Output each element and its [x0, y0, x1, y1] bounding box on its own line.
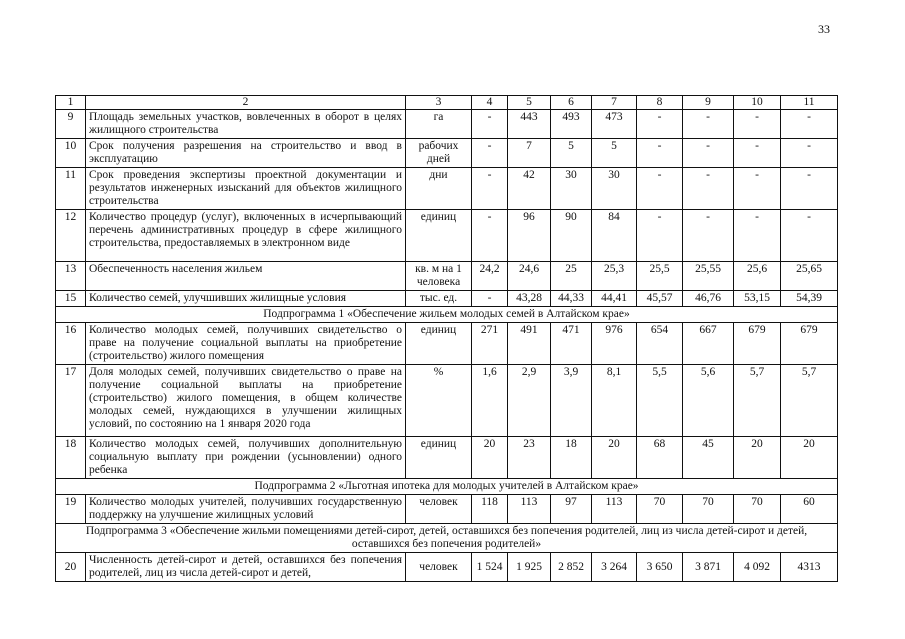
subprogram-row	[56, 524, 838, 553]
row-number: 12	[56, 210, 86, 262]
value-cell: 471	[551, 323, 592, 365]
value-cell: 46,76	[683, 291, 734, 307]
table-row	[56, 110, 838, 139]
value-cell: 84	[592, 210, 637, 262]
header-cell: 5	[508, 96, 551, 110]
value-cell: 18	[551, 437, 592, 479]
indicator-name: Срок проведения экспертизы проектной документации и результатов инженерных изысканий для объектов жилищного строительства	[86, 168, 406, 210]
subprogram-title: Подпрограмма 2 «Льготная ипотека для молодых учителей в Алтайском крае»	[56, 479, 838, 495]
row-number: 9	[56, 110, 86, 139]
value-cell: -	[472, 139, 508, 168]
value-cell: 1 524	[472, 553, 508, 582]
row-number: 18	[56, 437, 86, 479]
value-cell: 70	[734, 495, 781, 524]
table-row	[56, 139, 838, 168]
value-cell: 654	[637, 323, 683, 365]
value-cell: 60	[781, 495, 838, 524]
value-cell: 24,2	[472, 262, 508, 291]
value-cell: 24,6	[508, 262, 551, 291]
value-cell: 20	[734, 437, 781, 479]
value-cell: -	[781, 168, 838, 210]
value-cell: 679	[734, 323, 781, 365]
unit-cell: единиц	[406, 437, 472, 479]
unit-cell: %	[406, 365, 472, 437]
header-cell: 6	[551, 96, 592, 110]
header-cell: 8	[637, 96, 683, 110]
row-number: 13	[56, 262, 86, 291]
value-cell: 90	[551, 210, 592, 262]
value-cell: 1 925	[508, 553, 551, 582]
value-cell: 3 264	[592, 553, 637, 582]
value-cell: 679	[781, 323, 838, 365]
value-cell: 43,28	[508, 291, 551, 307]
unit-cell: дни	[406, 168, 472, 210]
value-cell: 20	[472, 437, 508, 479]
value-cell: 271	[472, 323, 508, 365]
value-cell: -	[472, 168, 508, 210]
value-cell: -	[637, 168, 683, 210]
unit-cell: рабочих дней	[406, 139, 472, 168]
row-number: 19	[56, 495, 86, 524]
value-cell: 45,57	[637, 291, 683, 307]
value-cell: 96	[508, 210, 551, 262]
value-cell: 113	[508, 495, 551, 524]
value-cell: 976	[592, 323, 637, 365]
unit-cell: человек	[406, 553, 472, 582]
value-cell: 30	[551, 168, 592, 210]
value-cell: 20	[592, 437, 637, 479]
value-cell: 44,33	[551, 291, 592, 307]
value-cell: -	[637, 139, 683, 168]
row-number: 10	[56, 139, 86, 168]
value-cell: 443	[508, 110, 551, 139]
row-number: 16	[56, 323, 86, 365]
indicator-name: Количество молодых семей, получивших свидетельство о праве на получение социальной выплаты на приобретение (строительство) жилого помещения	[86, 323, 406, 365]
value-cell: 3 650	[637, 553, 683, 582]
header-cell: 2	[86, 96, 406, 110]
value-cell: 42	[508, 168, 551, 210]
value-cell: -	[781, 110, 838, 139]
value-cell: -	[683, 139, 734, 168]
value-cell: -	[472, 210, 508, 262]
value-cell: 30	[592, 168, 637, 210]
value-cell: 3,9	[551, 365, 592, 437]
row-number: 20	[56, 553, 86, 582]
unit-cell: тыс. ед.	[406, 291, 472, 307]
value-cell: 3 871	[683, 553, 734, 582]
value-cell: -	[683, 168, 734, 210]
value-cell: 5,5	[637, 365, 683, 437]
value-cell: 7	[508, 139, 551, 168]
page-number: 33	[818, 22, 830, 36]
indicator-name: Количество семей, улучшивших жилищные условия	[86, 291, 406, 307]
value-cell: -	[734, 139, 781, 168]
unit-cell: кв. м на 1 человека	[406, 262, 472, 291]
value-cell: 118	[472, 495, 508, 524]
unit-cell: единиц	[406, 323, 472, 365]
value-cell: -	[781, 139, 838, 168]
value-cell: 25,3	[592, 262, 637, 291]
value-cell: 23	[508, 437, 551, 479]
indicator-name: Доля молодых семей, получивших свидетельство о праве на получение социальной выплаты на приобретение (строительство) жилого помещения, в общем количестве молодых семей, нуждающихся в улучшении жилищных условий, по состоянию на 1 января 2020 года	[86, 365, 406, 437]
header-cell: 10	[734, 96, 781, 110]
value-cell: -	[683, 210, 734, 262]
header-cell: 11	[781, 96, 838, 110]
value-cell: 113	[592, 495, 637, 524]
table-header-row	[56, 96, 838, 110]
value-cell: 5,6	[683, 365, 734, 437]
unit-cell: га	[406, 110, 472, 139]
value-cell: 4313	[781, 553, 838, 582]
header-cell: 4	[472, 96, 508, 110]
indicator-name: Обеспеченность населения жильем	[86, 262, 406, 291]
indicator-name: Площадь земельных участков, вовлеченных в оборот в целях жилищного строительства	[86, 110, 406, 139]
subprogram-title: Подпрограмма 3 «Обеспечение жильми помещениями детей-сирот, детей, оставшихся без попечения родителей, лиц из числа детей-сирот и детей, оставшихся без попечения родителей»	[56, 524, 838, 553]
value-cell: 70	[637, 495, 683, 524]
table-row	[56, 495, 838, 524]
header-cell: 7	[592, 96, 637, 110]
indicator-name: Срок получения разрешения на строительство и ввод в эксплуатацию	[86, 139, 406, 168]
value-cell: 667	[683, 323, 734, 365]
value-cell: 473	[592, 110, 637, 139]
value-cell: 25	[551, 262, 592, 291]
value-cell: -	[734, 168, 781, 210]
indicators-table	[55, 95, 838, 582]
table-row	[56, 291, 838, 307]
table-row	[56, 323, 838, 365]
indicator-name: Количество процедур (услуг), включенных в исчерпывающий перечень административных процедур в сфере жилищного строительства, предоставляемых в электронном виде	[86, 210, 406, 262]
value-cell: 2,9	[508, 365, 551, 437]
table-row	[56, 210, 838, 262]
value-cell: 5	[592, 139, 637, 168]
table-row	[56, 168, 838, 210]
table-body	[56, 96, 838, 582]
indicator-name: Количество молодых учителей, получивших государственную поддержку на улучшение жилищных условий	[86, 495, 406, 524]
value-cell: 45	[683, 437, 734, 479]
table-row	[56, 437, 838, 479]
value-cell: 53,15	[734, 291, 781, 307]
unit-cell: человек	[406, 495, 472, 524]
value-cell: 5,7	[734, 365, 781, 437]
table-row	[56, 553, 838, 582]
indicator-name: Количество молодых семей, получивших дополнительную социальную выплату при рождении (усыновлении) одного ребенка	[86, 437, 406, 479]
value-cell: -	[734, 210, 781, 262]
value-cell: 8,1	[592, 365, 637, 437]
value-cell: 25,65	[781, 262, 838, 291]
value-cell: 493	[551, 110, 592, 139]
value-cell: 44,41	[592, 291, 637, 307]
row-number: 17	[56, 365, 86, 437]
value-cell: 25,6	[734, 262, 781, 291]
row-number: 11	[56, 168, 86, 210]
value-cell: 25,55	[683, 262, 734, 291]
table-row	[56, 365, 838, 437]
unit-cell: единиц	[406, 210, 472, 262]
value-cell: -	[781, 210, 838, 262]
value-cell: 491	[508, 323, 551, 365]
value-cell: -	[637, 210, 683, 262]
value-cell: 5	[551, 139, 592, 168]
subprogram-row	[56, 307, 838, 323]
header-cell: 3	[406, 96, 472, 110]
value-cell: 4 092	[734, 553, 781, 582]
value-cell: -	[637, 110, 683, 139]
value-cell: -	[683, 110, 734, 139]
row-number: 15	[56, 291, 86, 307]
header-cell: 9	[683, 96, 734, 110]
table-row	[56, 262, 838, 291]
value-cell: 54,39	[781, 291, 838, 307]
value-cell: 20	[781, 437, 838, 479]
indicator-name: Численность детей-сирот и детей, оставшихся без попечения родителей, лиц из числа детей-сирот и детей,	[86, 553, 406, 582]
value-cell: -	[734, 110, 781, 139]
value-cell: -	[472, 110, 508, 139]
subprogram-title: Подпрограмма 1 «Обеспечение жильем молодых семей в Алтайском крае»	[56, 307, 838, 323]
value-cell: 97	[551, 495, 592, 524]
header-cell: 1	[56, 96, 86, 110]
value-cell: 1,6	[472, 365, 508, 437]
value-cell: -	[472, 291, 508, 307]
value-cell: 68	[637, 437, 683, 479]
value-cell: 2 852	[551, 553, 592, 582]
value-cell: 70	[683, 495, 734, 524]
subprogram-row	[56, 479, 838, 495]
value-cell: 5,7	[781, 365, 838, 437]
value-cell: 25,5	[637, 262, 683, 291]
